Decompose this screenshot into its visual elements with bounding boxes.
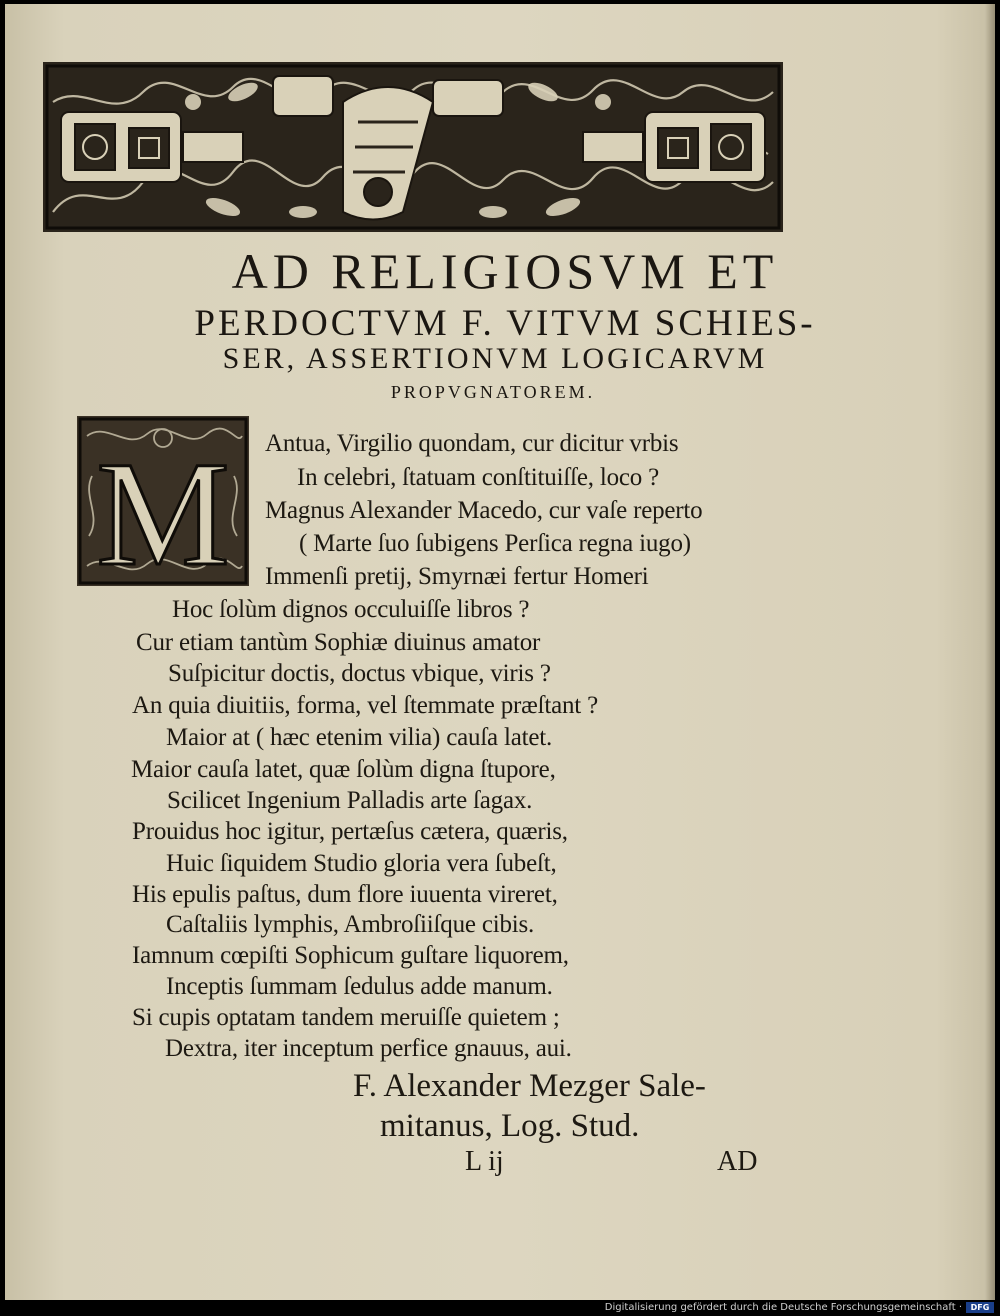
- book-page: [5, 4, 995, 1300]
- verse-line: Caſtaliis lymphis, Ambroſiiſque cibis.: [166, 911, 535, 938]
- signature-mark: L ij: [465, 1146, 504, 1177]
- signature-line-2: mitanus, Log. Stud.: [380, 1108, 640, 1144]
- verse-line: Maior at ( hæc etenim vilia) cauſa latet.: [166, 724, 553, 751]
- verse-line: Immenſi pretij, Smyrnæi fertur Homeri: [265, 563, 649, 590]
- funding-notice: Digitalisierung gefördert durch die Deutsche Forschungsgemeinschaft ·: [604, 1302, 962, 1313]
- verse-line: Prouidus hoc igitur, pertæſus cætera, quæris,: [132, 818, 568, 845]
- title-line-1: AD RELIGIOSVM ET: [231, 243, 779, 299]
- verse-block: [5, 4, 995, 1300]
- footer-bar: [0, 1300, 1000, 1316]
- verse-line: An quia diuitiis, forma, vel ſtemmate præſtant ?: [132, 692, 598, 719]
- verse-line: Huic ſiquidem Studio gloria vera ſubeſt,: [166, 850, 557, 877]
- dfg-logo: DFG: [966, 1302, 994, 1313]
- dropcap-letter: M: [96, 431, 230, 586]
- verse-line: In celebri, ſtatuam conſtituiſſe, loco ?: [297, 464, 660, 491]
- verse-line: Si cupis optatam tandem meruiſſe quietem ;: [132, 1004, 560, 1031]
- verse-line: Maior cauſa latet, quæ ſolùm digna ſtupore,: [131, 756, 556, 783]
- verse-line: Suſpicitur doctis, doctus vbique, viris ?: [168, 660, 551, 687]
- catchword: AD: [717, 1146, 758, 1177]
- verse-line: Magnus Alexander Macedo, cur vaſe reperto: [265, 497, 703, 524]
- title-line-3: SER, ASSERTIONVM LOGICARVM: [222, 342, 768, 375]
- verse-line: Hoc ſolùm dignos occuluiſſe libros ?: [172, 596, 530, 623]
- title-line-4: PROPVGNATOREM.: [390, 382, 596, 402]
- title-line-2: PERDOCTVM F. VITVM SCHIES-: [194, 303, 816, 344]
- verse-line: Inceptis ſummam ſedulus adde manum.: [166, 973, 553, 1000]
- verse-line: ( Marte ſuo ſubigens Perſica regna iugo): [299, 530, 691, 557]
- verse-line: His epulis paſtus, dum flore iuuenta vireret,: [132, 881, 558, 908]
- verse-line: Dextra, iter inceptum perfice gnauus, aui.: [165, 1035, 572, 1062]
- verse-line: Iamnum cœpiſti Sophicum guſtare liquorem,: [132, 942, 569, 969]
- verse-line: Scilicet Ingenium Palladis arte ſagax.: [167, 787, 533, 814]
- signature-line-1: F. Alexander Mezger Sale-: [353, 1068, 706, 1104]
- verse-line: Cur etiam tantùm Sophiæ diuinus amator: [136, 629, 541, 656]
- verse-line: Antua, Virgilio quondam, cur dicitur vrbis: [265, 430, 679, 457]
